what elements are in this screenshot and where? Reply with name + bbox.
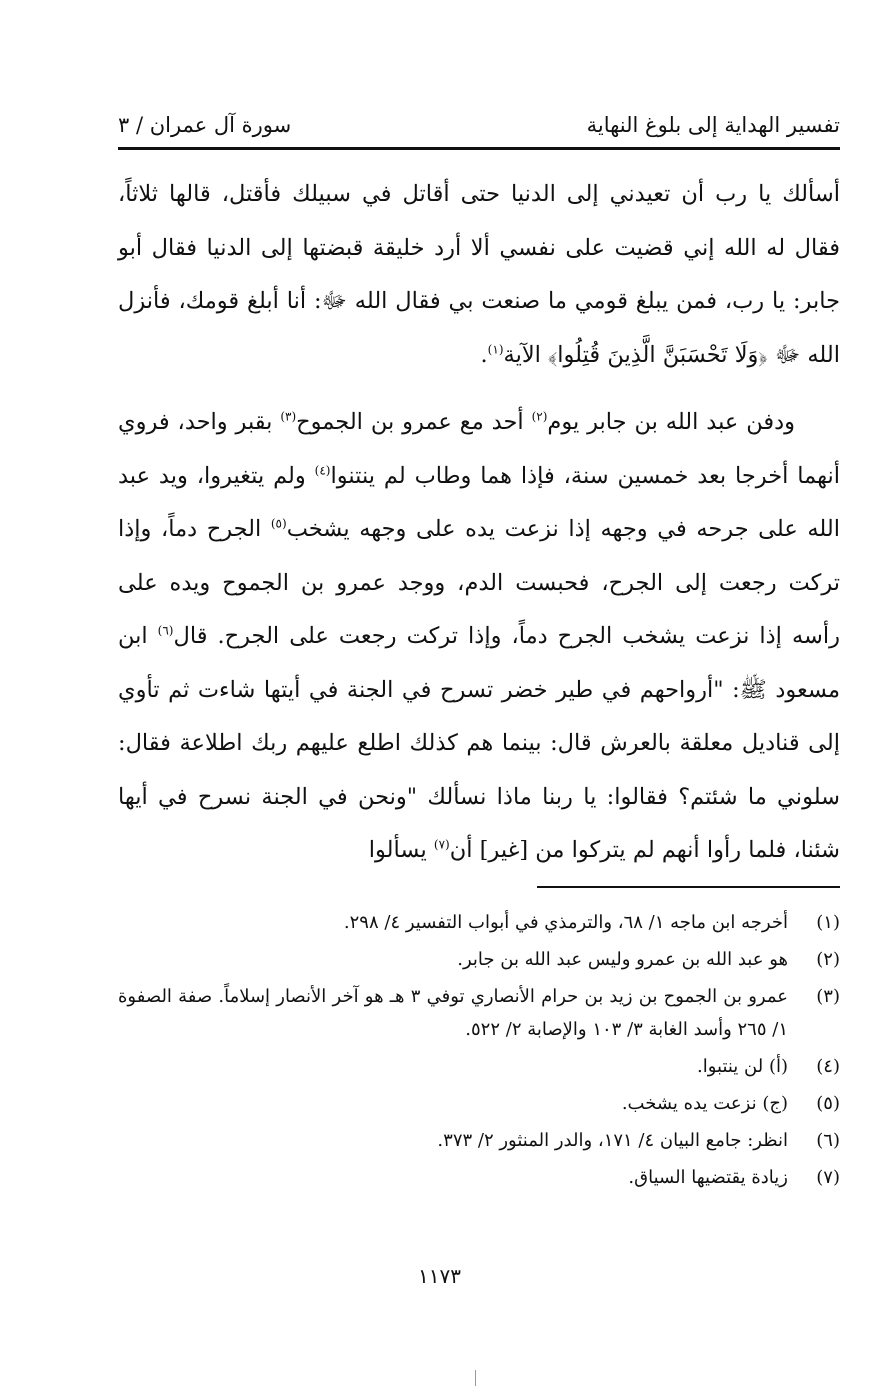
footnote-number: (٢) — [816, 949, 840, 970]
paragraph-2-text-d: ولم يتغيروا، ويد عبد الله على جرحه في وجهه إذا نزعت يده على وجهه يشخب — [118, 462, 840, 542]
footnote-text: أخرجه ابن ماجه ١/ ٦٨، والترمذي في أبواب التفسير ٤/ ٢٩٨. — [343, 912, 788, 933]
footnote-number: (٤) — [816, 1056, 840, 1077]
footnote-number: (١) — [816, 912, 840, 933]
scan-mark — [475, 1370, 476, 1386]
footnote-ref-2: (٢) — [531, 409, 548, 424]
footnote-ref-4: (٤) — [314, 463, 331, 477]
footnotes — [118, 906, 840, 1198]
book-title: تفسير الهداية إلى بلوغ النهاية — [586, 113, 840, 137]
paragraph-2-text-c: بقبر واحد، فروي أنهما أخرجا بعد خمسين سنة، فإذا هما وطاب لم ينتنوا — [118, 409, 840, 489]
paragraph-2-text-a: ودفن عبد الله بن جابر يوم — [547, 409, 795, 435]
footnote-ref-5: (٥) — [270, 516, 287, 531]
footnote-6 — [118, 1124, 840, 1157]
footnote-number: (٦) — [816, 1130, 840, 1151]
running-header — [118, 110, 840, 150]
paragraph-2-text-b: أحد مع عمرو بن الجموح — [296, 409, 532, 435]
surah-label: سورة آل عمران / ٣ — [118, 113, 292, 137]
footnote-5 — [118, 1087, 840, 1120]
footnote-ref-6: (٦) — [157, 623, 174, 638]
paragraph-1-text: أسألك يا رب أن تعيدني إلى الدنيا حتى أقاتل في سبيلك فأقتل، قالها ثلاثاً، فقال له الله إني قضيت على نفسي ألا أرد خليقة قبضتها إلى الدنيا فقال أبو جابر: يا رب، فمن يبلغ قومي ما صنعت بي فقال الله ﷻ: أنا أبلغ قومك، فأنزل الله ﷻ ﴿وَلَا تَحْسَبَنَّ الَّذِينَ قُتِلُوا﴾ الآية — [118, 181, 840, 368]
footnote-7 — [118, 1161, 840, 1194]
footnote-separator — [537, 886, 840, 888]
footnote-3 — [118, 980, 840, 1046]
paragraph-1-end: . — [480, 341, 488, 368]
header-rule — [118, 147, 840, 150]
paragraph-2 — [118, 396, 840, 878]
footnote-text: زيادة يقتضيها السياق. — [628, 1167, 788, 1188]
footnote-number: (٥) — [816, 1093, 840, 1114]
footnote-text: (ج) نزعت يده يشخب. — [621, 1093, 788, 1114]
footnote-text: هو عبد الله بن عمرو وليس عبد الله بن جابر. — [457, 949, 788, 970]
footnote-text: (أ) لن ينتبوا. — [696, 1056, 788, 1077]
footnote-number: (٣) — [816, 986, 840, 1007]
footnote-text: انظر: جامع البيان ٤/ ١٧١، والدر المنثور ٢/ ٣٧٣. — [437, 1130, 788, 1151]
paragraph-2-text-g: يسألوا — [368, 837, 434, 863]
footnote-number: (٧) — [816, 1167, 840, 1188]
footnote-2 — [118, 943, 840, 976]
footnote-text: عمرو بن الجموح بن زيد بن حرام الأنصاري توفي ٣ هـ هو آخر الأنصار إسلاماً. صفة الصفوة ١/ ٢٦٥ وأسد الغابة ٣/ ١٠٣ والإصابة ٢/ ٥٢٢. — [118, 986, 788, 1040]
paragraph-1 — [118, 168, 840, 382]
footnote-4 — [118, 1050, 840, 1083]
footnote-ref-1: (١) — [487, 342, 504, 356]
footnote-ref-7: (٧) — [433, 837, 450, 852]
footnote-ref-3: (٣) — [280, 409, 297, 424]
footnote-1 — [118, 906, 840, 939]
paragraph-2-text-e: الجرح دماً، وإذا تركت رجعت إلى الجرح، فحبست الدم، ووجد عمرو بن الجموح ويده على رأسه إذا نزعت يشخب الجرح دماً، وإذا تركت رجعت على الجرح. قال — [118, 516, 840, 649]
main-text — [118, 168, 840, 878]
page-number: ١١٧٣ — [418, 1264, 461, 1288]
paragraph-2-text-f: ابن مسعود ﷺ: "أرواحهم في طير خضر تسرح في الجنة في أيتها شاءت ثم تأوي إلى قناديل معلقة بالعرش قال: بينما هم كذلك اطلع عليهم ربك اطلاعة فقال: سلوني ما شئتم؟ فقالوا: يا ربنا ماذا نسألك "ونحن في الجنة نسرح في أيها شئنا، فلما رأوا أنهم لم يتركوا من [غير] أن — [118, 623, 840, 863]
